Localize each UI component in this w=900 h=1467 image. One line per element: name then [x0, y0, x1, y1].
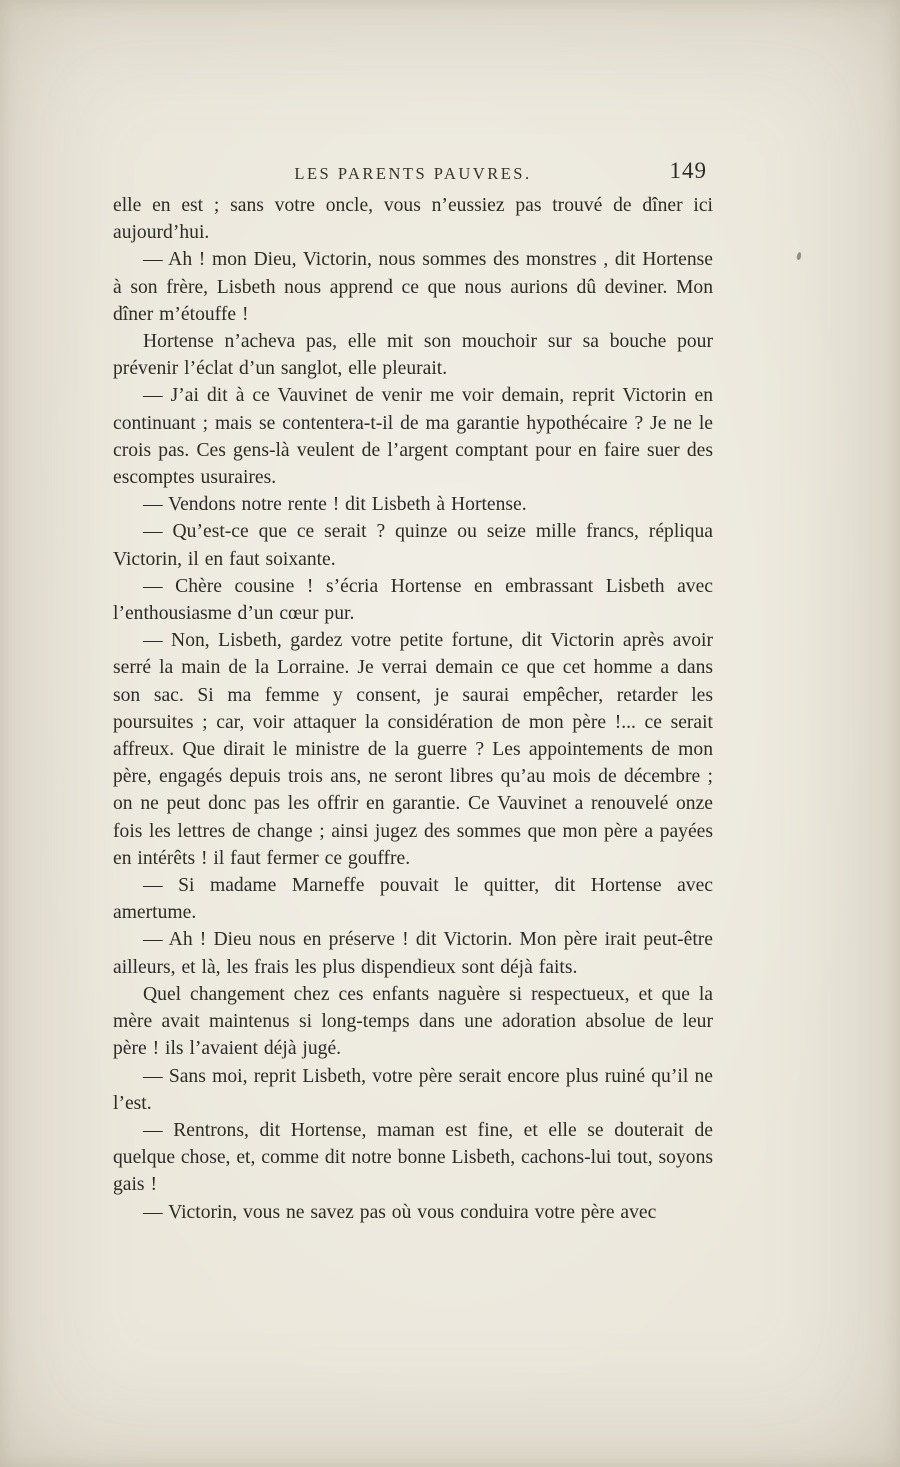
- paragraph: — Victorin, vous ne savez pas où vous conduira votre père avec: [143, 1201, 657, 1223]
- paragraph: — J’ai dit à ce Vauvinet de venir me voir demain, reprit Victorin en continuant ; mais se contentera-t-il de ma garantie hypothécaire ? Je ne le crois pas. Ces gens-là veulent de l’argent comptant pour en faire suer des escomptes usuraires.: [113, 385, 713, 489]
- paragraph: — Chère cousine ! s’écria Hortense en embrassant Lisbeth avec l’enthousiasme d’un cœur pur.: [113, 575, 713, 625]
- paragraph: — Non, Lisbeth, gardez votre petite fortune, dit Victorin après avoir serré la main de la Lorraine. Je verrai demain ce que cet homme a dans son sac. Si ma femme y consent, je saurai empêcher, retarder les poursuites ; car, voir attaquer la considération de mon père !... ce serait affreux. Que dirait le ministre de la guerre ? Les appointements de mon père, engagés depuis trois ans, ne seront libres qu’au mois de décembre ; on ne peut donc pas les offrir en garantie. Ce Vauvinet a renouvelé onze fois les lettres de change ; ainsi jugez des sommes que mon père a payées en intérêts ! il faut fermer ce gouffre.: [113, 630, 713, 869]
- paragraph: elle en est ; sans votre oncle, vous n’eussiez pas trouvé de dîner ici aujourd’hui.: [113, 195, 713, 244]
- paragraph: — Vendons notre rente ! dit Lisbeth à Hortense.: [143, 494, 527, 516]
- text-block: [113, 192, 713, 1226]
- running-title: LES PARENTS PAUVRES.: [294, 164, 532, 183]
- running-header: [113, 158, 713, 190]
- paragraph: — Ah ! Dieu nous en préserve ! dit Victorin. Mon père irait peut-être ailleurs, et là, les frais les plus dispendieux sont déjà faits.: [113, 929, 713, 978]
- paragraph: — Qu’est-ce que ce serait ? quinze ou seize mille francs, répliqua Victorin, il en faut soixante.: [113, 521, 713, 570]
- paragraph: Hortense n’acheva pas, elle mit son mouchoir sur sa bouche pour prévenir l’éclat d’un sanglot, elle pleurait.: [113, 331, 713, 380]
- page-content: [113, 158, 713, 1226]
- paragraph: — Si madame Marneffe pouvait le quitter, dit Hortense avec amertume.: [113, 875, 713, 924]
- page-number: 149: [669, 158, 707, 183]
- paragraph: — Rentrons, dit Hortense, maman est fine, et elle se douterait de quelque chose, et, comme dit notre bonne Lisbeth, cachons-lui tout, soyons gais !: [113, 1119, 713, 1196]
- paragraph: — Sans moi, reprit Lisbeth, votre père serait encore plus ruiné qu’il ne l’est.: [113, 1065, 713, 1114]
- paragraph: — Ah ! mon Dieu, Victorin, nous sommes des monstres , dit Hortense à son frère, Lisbeth nous apprend ce que nous aurions dû deviner. Mon dîner m’étouffe !: [113, 249, 713, 325]
- paragraph: Quel changement chez ces enfants naguère si respectueux, et que la mère avait maintenus si long-temps dans une adoration absolue de leur père ! ils l’avaient déjà jugé.: [113, 983, 713, 1060]
- scan-artifact: [796, 252, 802, 261]
